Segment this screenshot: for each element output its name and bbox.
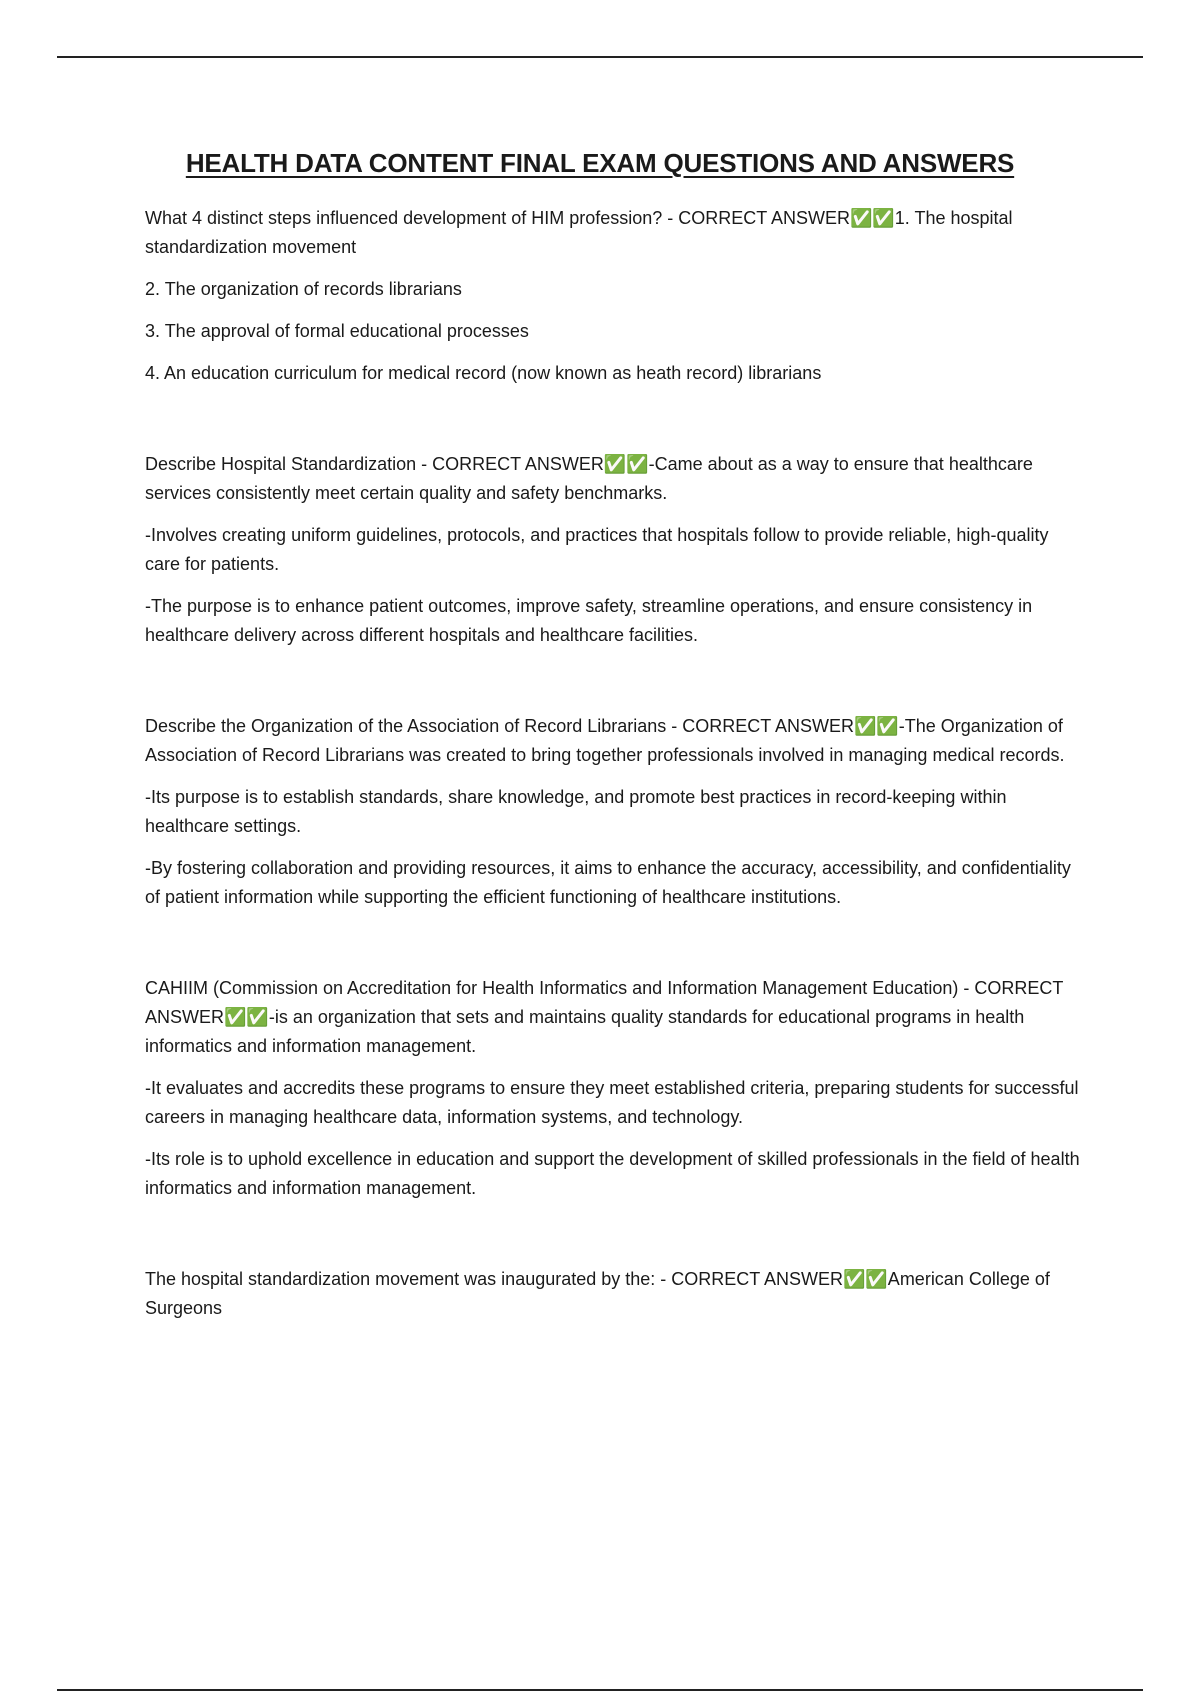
qa-block-1 — [145, 204, 1085, 388]
document-title: HEALTH DATA CONTENT FINAL EXAM QUESTIONS AND ANSWERS — [185, 148, 1015, 178]
qa-block-5 — [145, 1265, 1085, 1323]
question-3: Describe the Organization of the Association of Record Librarians - CORRECT ANSWER✅✅-The Organization of Association of Record Librarians was created to bring together professionals involved in managing medical records. — [145, 716, 1065, 765]
question-4: CAHIIM (Commission on Accreditation for Health Informatics and Information Management Education) - CORRECT ANSWER✅✅-is an organization that sets and maintains quality standards for educational programs in health informatics and information management. — [145, 978, 1064, 1056]
qa-block-4 — [145, 974, 1085, 1203]
answer-1-item-3: 3. The approval of formal educational processes — [145, 321, 529, 341]
answer-3-point-3: -By fostering collaboration and providing resources, it aims to enhance the accuracy, accessibility, and confidentiality of patient information while supporting the efficient functioning of healthcare institutions. — [145, 858, 1071, 907]
answer-1-item-2: 2. The organization of records librarians — [145, 279, 462, 299]
answer-2-point-3: -The purpose is to enhance patient outcomes, improve safety, streamline operations, and ensure consistency in healthcare delivery across different hospitals and healthcare facilities. — [145, 596, 1033, 645]
top-rule — [57, 56, 1143, 58]
qa-block-2 — [145, 450, 1085, 650]
answer-4-point-2: -It evaluates and accredits these programs to ensure they meet established criteria, preparing students for successful careers in managing healthcare data, information systems, and technology. — [145, 1078, 1079, 1127]
answer-4-point-3: -Its role is to uphold excellence in education and support the development of skilled professionals in the field of health informatics and information management. — [145, 1149, 1080, 1198]
answer-3-point-2: -Its purpose is to establish standards, share knowledge, and promote best practices in record-keeping within healthcare settings. — [145, 787, 1007, 836]
qa-block-3 — [145, 712, 1085, 912]
answer-2-point-2: -Involves creating uniform guidelines, protocols, and practices that hospitals follow to provide reliable, high-quality care for patients. — [145, 525, 1049, 574]
question-5: The hospital standardization movement was inaugurated by the: - CORRECT ANSWER✅✅American College of Surgeons — [145, 1269, 1050, 1318]
question-1: What 4 distinct steps influenced development of HIM profession? - CORRECT ANSWER✅✅1. The hospital standardization movement — [145, 208, 1013, 257]
bottom-rule — [57, 1689, 1143, 1691]
question-2: Describe Hospital Standardization - CORRECT ANSWER✅✅-Came about as a way to ensure that healthcare services consistently meet certain quality and safety benchmarks. — [145, 454, 1033, 503]
document-body — [145, 204, 1085, 1336]
answer-1-item-4: 4. An education curriculum for medical record (now known as heath record) librarians — [145, 363, 822, 383]
